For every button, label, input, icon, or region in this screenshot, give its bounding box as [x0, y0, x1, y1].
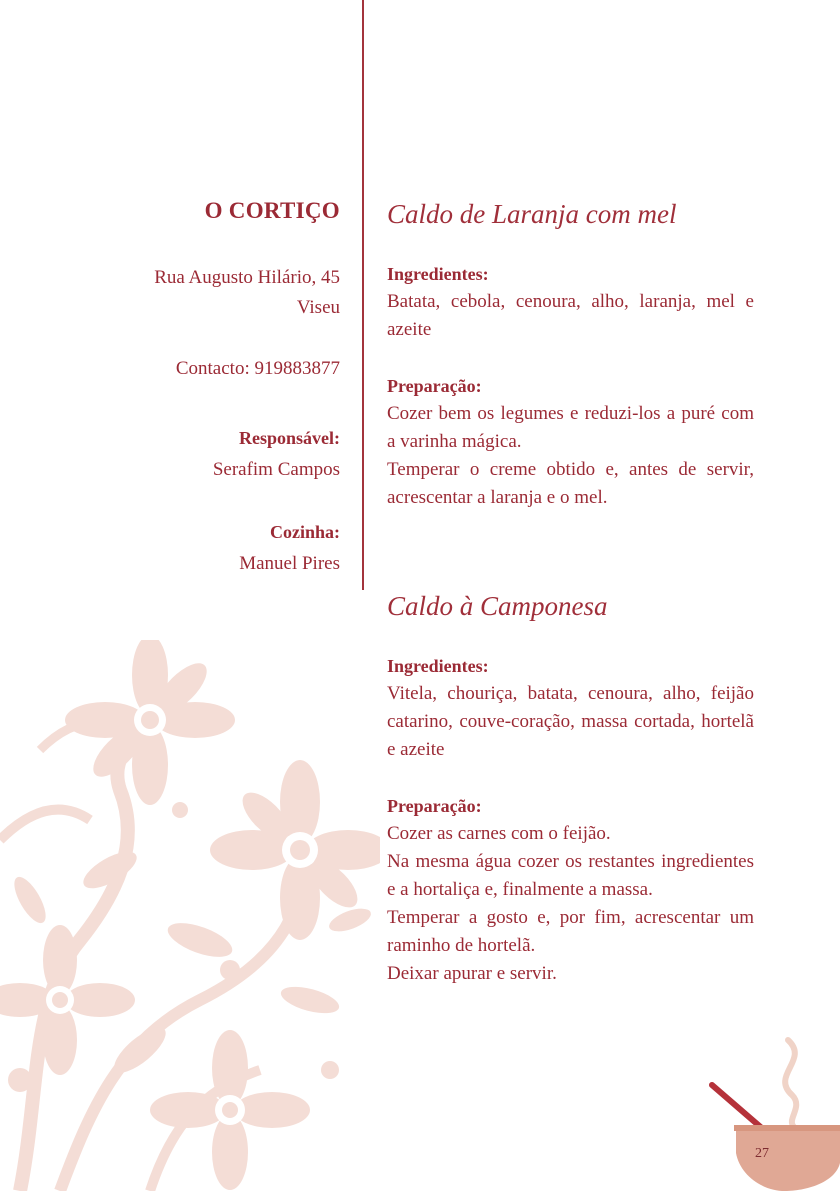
preparation-section	[387, 792, 754, 988]
recipe-title: Caldo de Laranja com mel	[387, 199, 677, 229]
kitchen-label: Cozinha:	[269, 522, 340, 542]
preparation-step: Cozer as carnes com o feijão.	[387, 823, 611, 844]
preparation-step: Cozer bem os legumes e reduzi-los a puré com a varinha mágica.	[387, 403, 754, 452]
preparation-step: Na mesma água cozer os restantes ingredientes e a hortaliça e, finalmente a massa.	[387, 851, 754, 900]
ingredients-paragraph: Batata, cebola, cenoura, alho, laranja, mel e azeite	[387, 291, 754, 340]
restaurant-contact: Contacto: 919883877	[175, 358, 340, 379]
restaurant-address	[100, 263, 340, 323]
ingredients-text	[387, 680, 754, 764]
preparation-step: Temperar o creme obtido e, antes de servir, acrescentar a laranja e o mel.	[387, 459, 754, 508]
preparation-section	[387, 372, 754, 512]
ingredients-section	[387, 260, 754, 344]
floral-ornament-icon	[0, 640, 380, 1191]
ingredients-label: Ingredientes:	[387, 656, 489, 676]
ingredients-section	[387, 652, 754, 764]
preparation-step: Temperar a gosto e, por fim, acrescentar um raminho de hortelã.	[387, 907, 754, 956]
responsible-block	[100, 423, 340, 485]
kitchen-block	[100, 517, 340, 579]
vertical-divider	[362, 0, 364, 590]
preparation-text	[387, 820, 754, 988]
restaurant-name: O CORTIÇO	[204, 198, 340, 223]
ingredients-text	[387, 288, 754, 344]
ingredients-label: Ingredientes:	[387, 264, 489, 284]
preparation-step: Deixar apurar e servir.	[387, 963, 557, 984]
preparation-text	[387, 400, 754, 512]
page-number: 27	[755, 1146, 769, 1161]
kitchen-name: Manuel Pires	[239, 553, 340, 574]
responsible-label: Responsável:	[238, 428, 340, 448]
responsible-name: Serafim Campos	[212, 459, 340, 480]
address-city: Viseu	[296, 297, 340, 318]
recipe-title: Caldo à Camponesa	[387, 591, 608, 621]
ingredients-paragraph: Vitela, chouriça, batata, cenoura, alho, feijão catarino, couve-coração, massa cortada, hortelã e azeite	[387, 683, 754, 760]
preparation-label: Preparação:	[387, 376, 482, 396]
address-street: Rua Augusto Hilário, 45	[154, 267, 340, 288]
soup-cup-icon	[700, 1035, 840, 1191]
recipe-1	[387, 196, 754, 512]
preparation-label: Preparação:	[387, 796, 482, 816]
recipe-2	[387, 588, 754, 988]
